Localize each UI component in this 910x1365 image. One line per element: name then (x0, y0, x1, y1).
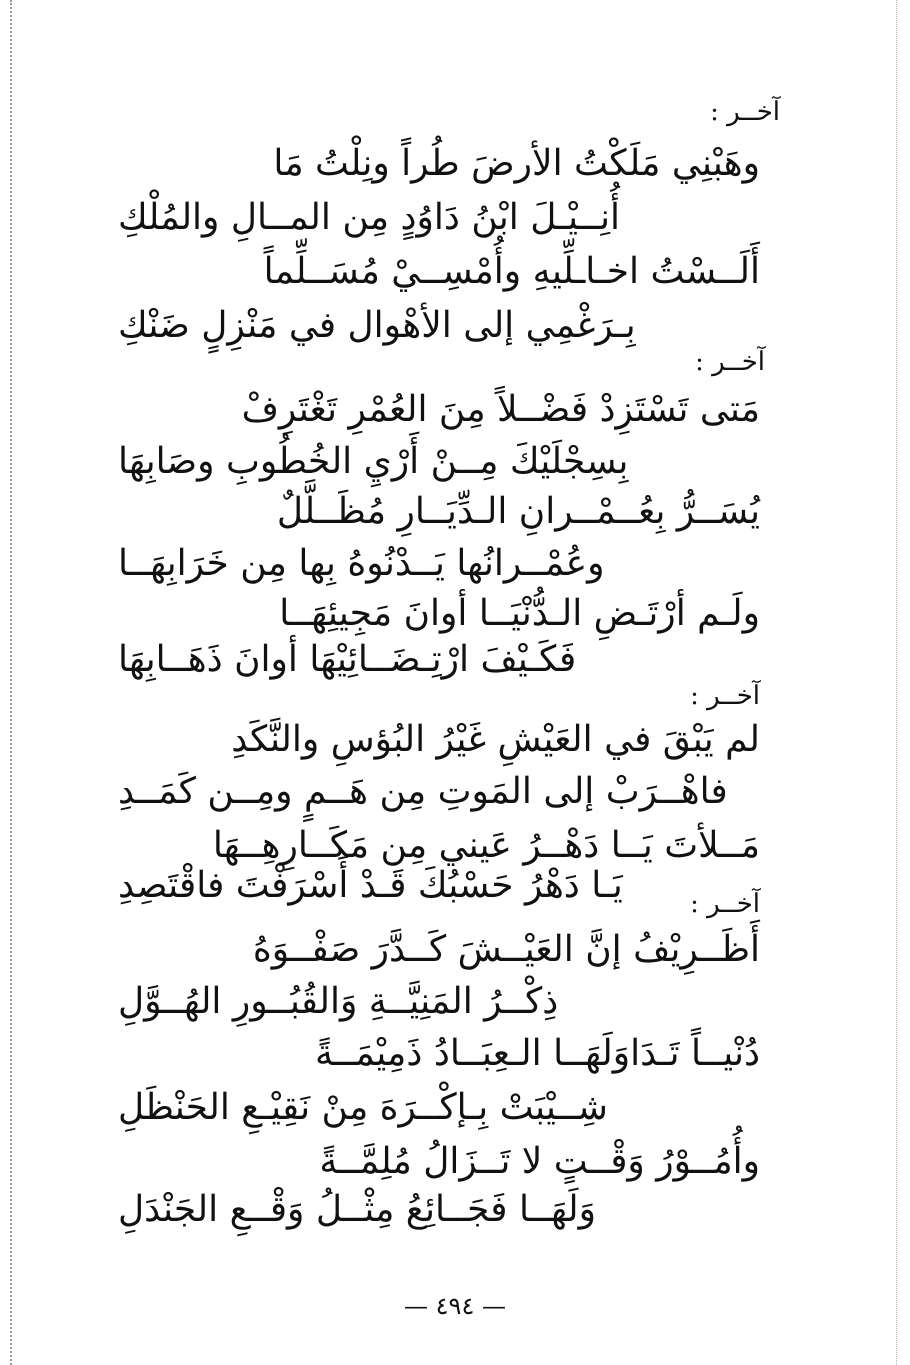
poem-verse-second-hemistich: بِسِجْلَيْكَ مِــنْ أَرْيِ الخُطُوبِ وصَابِهَا (118, 441, 629, 482)
poem-verse-first-hemistich: لم يَبْقَ في العَيْشِ غَيْرُ البُؤسِ والنَّكَدِ (231, 719, 760, 760)
poem-label: آخــر : (710, 97, 780, 127)
poem-verse-first-hemistich: مَــلأتَ يَــا دَهْــرُ عَيني مِن مَكَــارِهِــهَا (212, 825, 760, 866)
poem-verse-second-hemistich: شِــيْبَتْ بِـإكْــرَهَ مِنْ نَقِيْـعِ الحَنْظَلِ (118, 1087, 608, 1128)
poem-verse-first-hemistich: دُنْيــاً تَـدَاوَلَهَــا الـعِبَــادُ ذَمِيْمَــةً (314, 1033, 760, 1074)
poem-verse-second-hemistich: بِـرَغْمِي إلى الأهْوال في مَنْزِلٍ ضَنْكِ (118, 305, 636, 346)
poem-verse-first-hemistich: أَلَــسْتُ اخـاـلِّيهِ وأُمْسِــيْ مُسَــلِّماً (263, 251, 760, 292)
scan-edge-left (10, 0, 12, 1365)
poem-verse-second-hemistich: وعُمْــرانُها يَــدْنُوهُ بِها مِن خَرَابِهَــا (118, 543, 605, 584)
page-number: — ٤٩٤ — (404, 1292, 506, 1320)
poem-verse-first-hemistich: ولَـم أرْتَـضِ الـدُّنْيَــا أوانَ مَجِيئِهَــا (279, 593, 760, 634)
poem-label: آخــر : (690, 889, 760, 919)
poem-verse-second-hemistich: ذِكْــرُ المَنِيَّــةِ وَالقُبُــورِ الهُــوَّلِ (118, 981, 559, 1022)
poem-verse-second-hemistich: فاهْــرَبْ إلى المَوتِ مِن هَــمٍ ومِــن كَمَــدِ (118, 771, 728, 812)
scan-edge-right (896, 0, 897, 1365)
poem-verse-first-hemistich: وهَبْنِي مَلَكْتُ الأرضَ طُراً ونِلْتُ مَا (273, 143, 760, 184)
poem-verse-first-hemistich: وأُمُــوْرُ وَقْــتٍ لا تَــزَالُ مُلِمَّــةً (319, 1141, 760, 1182)
poem-verse-second-hemistich: يَـا دَهْرُ حَسْبُكَ قَـدْ أَسْرَفْتَ فاقْتَصِدِ (118, 865, 623, 906)
poem-verse-second-hemistich: أُنِــيْـلَ ابْنُ دَاوُدٍ مِن المــالِ والمُلْكِ (118, 197, 620, 238)
poem-label: آخــر : (690, 681, 760, 711)
poem-verse-second-hemistich: فَكَـيْفَ ارْتِـضَــائِيْهَا أوانَ ذَهَــابِهَا (118, 639, 577, 680)
poem-verse-first-hemistich: مَتى تَسْتَزِدْ فَضْــلاً مِنَ العُمْرِ تَغْتَرِفْ (241, 389, 760, 430)
poem-verse-first-hemistich: أَظَــرِيْفُ إنَّ العَيْــشَ كَــدَّرَ صَفْــوَهُ (252, 929, 760, 970)
poem-verse-first-hemistich: يُسَــرُّ بِعُــمْــرانِ الـدِّيَــارِ مُظَــلَّلٌ (276, 491, 760, 532)
poem-verse-second-hemistich: وَلَهَــا فَجَــائِعُ مِثْــلُ وَقْــعِ الجَنْدَلِ (118, 1189, 596, 1230)
poem-label: آخــر : (695, 347, 765, 377)
